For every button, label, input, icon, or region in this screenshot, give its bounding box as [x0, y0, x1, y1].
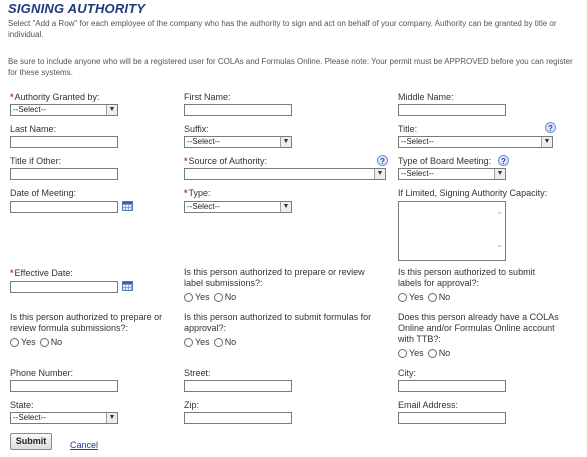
submit-formulas-question: Is this person authorized to submit formulas for approval?:	[184, 312, 372, 333]
prepare-label-question: Is this person authorized to prepare or review label submissions?:	[184, 267, 365, 288]
section-title: SIGNING AUTHORITY	[8, 1, 146, 16]
prepare-formula-yes-radio[interactable]	[10, 338, 19, 347]
title-if-other-label: Title if Other:	[10, 156, 62, 166]
date-of-meeting-input[interactable]	[10, 201, 118, 213]
prepare-formula-radios: Yes No	[10, 337, 62, 347]
chevron-down-icon: ▼	[106, 105, 117, 115]
submit-formulas-radios: Yes No	[184, 337, 236, 347]
prepare-label-yes-radio[interactable]	[184, 293, 193, 302]
intro-text-2: Be sure to include anyone who will be a registered user for COLAs and Formulas Online. Please note: Your permit must be APPROVED before you can register for these systems.	[8, 57, 573, 77]
first-name-input[interactable]	[184, 104, 292, 116]
already-has-account-yes-radio[interactable]	[398, 349, 407, 358]
effective-date-label: *Effective Date:	[10, 268, 73, 278]
type-select[interactable]: --Select-- ▼	[184, 201, 292, 213]
submit-labels-question: Is this person authorized to submit labels for approval?:	[398, 267, 536, 288]
phone-number-input[interactable]	[10, 380, 118, 392]
middle-name-label: Middle Name:	[398, 92, 454, 102]
city-input[interactable]	[398, 380, 506, 392]
title-select[interactable]: --Select-- ▼	[398, 136, 553, 148]
middle-name-input[interactable]	[398, 104, 506, 116]
zip-input[interactable]	[184, 412, 292, 424]
title-if-other-input[interactable]	[10, 168, 118, 180]
last-name-label: Last Name:	[10, 124, 57, 134]
state-select[interactable]: --Select-- ▼	[10, 412, 118, 424]
effective-date-input[interactable]	[10, 281, 118, 293]
phone-number-label: Phone Number:	[10, 368, 74, 378]
source-of-authority-label: *Source of Authority:	[184, 156, 268, 166]
signing-authority-capacity-label: If Limited, Signing Authority Capacity:	[398, 188, 548, 198]
intro-text-1: Select "Add a Row" for each employee of the company who has the authority to sign and act on behalf of your company. Authority can be granted by title or individual.	[8, 19, 557, 39]
already-has-account-no-radio[interactable]	[428, 349, 437, 358]
submit-button[interactable]: Submit	[10, 433, 52, 450]
calendar-icon[interactable]	[122, 201, 133, 211]
help-icon[interactable]: ?	[545, 122, 556, 133]
street-input[interactable]	[184, 380, 292, 392]
scroll-up-icon[interactable]: ⌃	[496, 211, 503, 220]
type-of-board-meeting-label: Type of Board Meeting:	[398, 156, 492, 166]
street-label: Street:	[184, 368, 211, 378]
submit-labels-radios: Yes No	[398, 292, 450, 302]
scroll-down-icon[interactable]: ⌄	[496, 240, 503, 249]
calendar-icon[interactable]	[122, 281, 133, 291]
source-of-authority-select[interactable]	[184, 168, 386, 180]
help-icon[interactable]: ?	[377, 155, 388, 166]
help-icon[interactable]: ?	[498, 155, 509, 166]
first-name-label: First Name:	[184, 92, 231, 102]
submit-labels-no-radio[interactable]	[428, 293, 437, 302]
state-label: State:	[10, 400, 34, 410]
chevron-down-icon: ▼	[280, 202, 291, 212]
prepare-label-no-radio[interactable]	[214, 293, 223, 302]
authority-granted-by-select[interactable]: --Select-- ▼	[10, 104, 118, 116]
chevron-down-icon: ▼	[106, 413, 117, 423]
chevron-down-icon: ▼	[280, 137, 291, 147]
last-name-input[interactable]	[10, 136, 118, 148]
email-address-input[interactable]	[398, 412, 506, 424]
suffix-label: Suffix:	[184, 124, 209, 134]
submit-formulas-yes-radio[interactable]	[184, 338, 193, 347]
date-of-meeting-label: Date of Meeting:	[10, 188, 77, 198]
type-of-board-meeting-select[interactable]: --Select-- ▼	[398, 168, 506, 180]
suffix-select[interactable]: --Select-- ▼	[184, 136, 292, 148]
prepare-formula-question: Is this person authorized to prepare or review formula submissions?:	[10, 312, 163, 333]
prepare-formula-no-radio[interactable]	[40, 338, 49, 347]
chevron-down-icon: ▼	[494, 169, 505, 179]
type-label: *Type:	[184, 188, 211, 198]
zip-label: Zip:	[184, 400, 200, 410]
chevron-down-icon: ▼	[541, 137, 552, 147]
email-address-label: Email Address:	[398, 400, 459, 410]
prepare-label-radios: Yes No	[184, 292, 236, 302]
cancel-link[interactable]: Cancel	[70, 440, 99, 450]
submit-labels-yes-radio[interactable]	[398, 293, 407, 302]
already-has-account-radios: Yes No	[398, 348, 450, 358]
title-label: Title:	[398, 124, 418, 134]
already-has-account-question: Does this person already have a COLAs Online and/or Formulas Online account with TTB?:	[398, 312, 559, 344]
chevron-down-icon: ▼	[374, 169, 385, 179]
submit-formulas-no-radio[interactable]	[214, 338, 223, 347]
city-label: City:	[398, 368, 416, 378]
authority-granted-by-label: *Authority Granted by:	[10, 92, 100, 102]
signing-authority-capacity-textarea[interactable]	[398, 201, 506, 261]
